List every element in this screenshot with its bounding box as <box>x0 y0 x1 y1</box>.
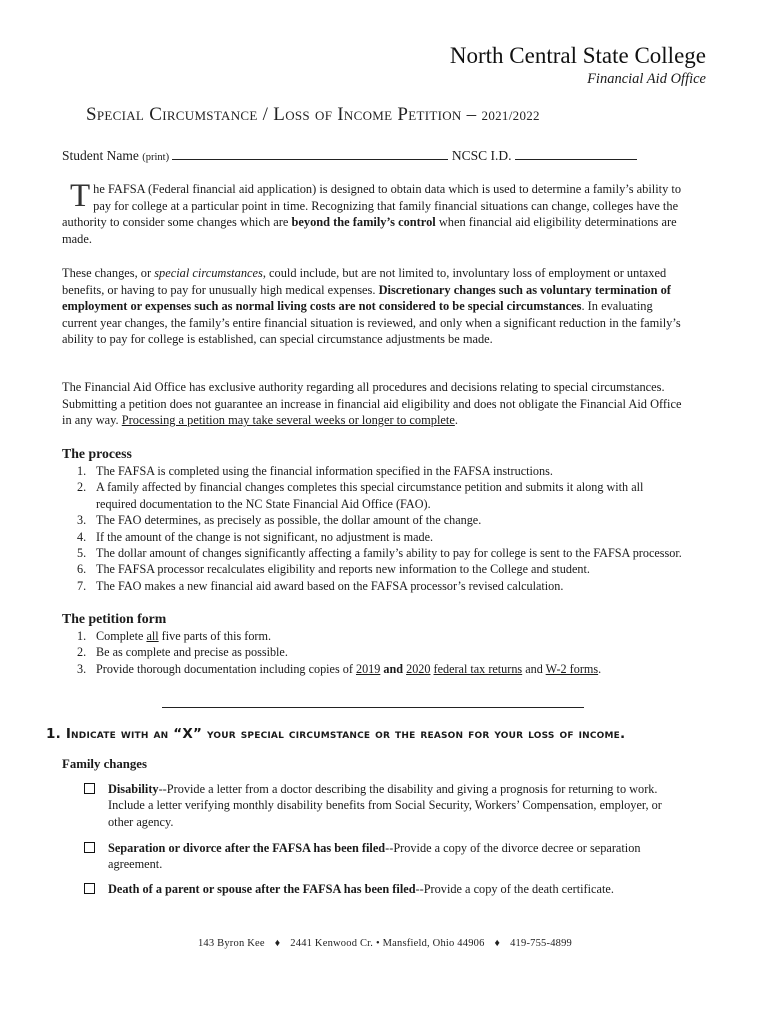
intro-p2-bold: Discretionary changes such as voluntary termination of employment or expenses such as normal living costs are not considered to be special circumstances <box>62 282 671 314</box>
step-text: Be as complete and precise as possible. <box>96 645 288 660</box>
federal-tax-returns: federal tax returns <box>433 661 523 676</box>
step-text: A family affected by financial changes completes this special circumstance petition and submits it along with all required documentation to the NC State Financial Aid Office (FAO). <box>96 480 644 511</box>
footer-phone: 419-755-4899 <box>510 938 573 949</box>
divider <box>162 707 584 708</box>
document-title <box>86 104 540 126</box>
option-separation-divorce <box>84 840 684 873</box>
list-item <box>77 545 686 561</box>
list-item <box>77 512 686 528</box>
step-text: If the amount of the change is not significant, no adjustment is made. <box>96 529 434 544</box>
step-number: 2. <box>77 480 87 495</box>
college-name: North Central State College <box>449 43 706 68</box>
student-info-line <box>62 148 637 164</box>
list-item <box>77 463 686 479</box>
footer-address-1: 143 Byron Kee <box>197 938 265 949</box>
option-label: Disability <box>108 782 159 796</box>
footer-address-2: 2441 Kenwood Cr. • Mansfield, Ohio 44906 <box>290 938 485 949</box>
intro-p3-period: . <box>454 413 458 428</box>
list-item <box>77 529 686 545</box>
option-death <box>84 881 684 897</box>
process-heading: The process <box>62 446 132 461</box>
and-text: and <box>522 661 546 676</box>
step-number: 2. <box>77 645 87 660</box>
step-number: 1. <box>77 629 87 643</box>
intro-paragraph-2 <box>62 265 684 348</box>
intro-paragraph-1 <box>62 178 684 247</box>
title-text: Special Circumstance / Loss of Income Petition – <box>86 104 482 125</box>
year-2019: 2019 <box>355 661 381 676</box>
step-text: The FAO makes a new financial aid award based on the FAFSA processor’s revised calculation. <box>96 578 564 593</box>
step-text: The dollar amount of changes significantly affecting a family’s ability to pay for college is sent to the FAFSA processor. <box>96 546 682 561</box>
list-item <box>77 578 686 594</box>
list-item <box>77 644 686 660</box>
w2-forms: W-2 forms <box>545 661 599 676</box>
student-name-field[interactable] <box>172 148 448 160</box>
step-number: 3. <box>77 513 87 528</box>
step-text: Complete <box>96 629 147 643</box>
petition-heading: The petition form <box>62 611 167 626</box>
step-number: 7. <box>77 578 87 593</box>
step-number: 6. <box>77 562 87 577</box>
option-label: Separation or divorce after the FAFSA has been filed <box>108 841 386 855</box>
ncsc-id-field[interactable] <box>515 148 637 160</box>
checkbox[interactable] <box>84 783 95 794</box>
title-year: 2021/2022 <box>481 108 540 123</box>
list-item <box>77 561 686 577</box>
step-text: The FAFSA processor recalculates eligibility and reports new information to the College and student. <box>96 562 590 577</box>
list-item <box>77 628 686 644</box>
ncsc-id-label: NCSC I.D. <box>451 148 512 163</box>
intro-p3-underlined: Processing a petition may take several weeks or longer to complete <box>121 413 455 428</box>
footer <box>0 938 770 949</box>
option-label: Death of a parent or spouse after the FAFSA has been filed <box>108 882 416 896</box>
diamond-icon: ♦ <box>274 938 281 949</box>
diamond-icon: ♦ <box>494 938 501 949</box>
step-text: The FAFSA is completed using the financial information specified in the FAFSA instructions. <box>96 464 553 478</box>
intro-p1-bold: beyond the family’s control <box>291 215 436 230</box>
intro-p2-text-end: . In evaluating current year changes, the family’s entire financial situation is reviewed, and only when a significant reduction in the family’s ability to pay for college is established, can special circumstance adjustments be made. <box>62 299 681 347</box>
intro-p1-text: he FAFSA (Federal financial aid application) is designed to obtain data which is used to determine a family’s ability to pay for college at a particular point in time. Recognizing that family financial situations can change, colleges have the authority to consider some changes which are <box>62 182 682 230</box>
student-name-label: Student Name <box>62 148 139 163</box>
office-name: Financial Aid Office <box>587 71 706 87</box>
intro-p2-text: These changes, or <box>62 266 155 280</box>
option-text: --Provide a copy of the death certificate. <box>415 882 614 896</box>
section-1-heading: 1. Indicate with an “X” your special circumstance or the reason for your loss of income. <box>46 726 626 742</box>
drop-cap: T <box>70 178 91 214</box>
step-number: 4. <box>77 529 87 544</box>
intro-paragraph-3 <box>62 379 684 429</box>
intro-p1-text-end: when financial aid eligibility determinations are made. <box>62 215 677 246</box>
step-text: Provide thorough documentation including copies of <box>96 661 356 676</box>
step-text: The FAO determines, as precisely as possible, the dollar amount of the change. <box>96 513 482 528</box>
letterhead <box>450 42 706 88</box>
process-steps-list <box>77 463 686 594</box>
petition-steps-list <box>77 628 686 677</box>
intro-p2-text-mid: , could include, but are not limited to, involuntary loss of employment or untaxed benefits, or having to pay for unusually high medical expenses. <box>62 266 667 297</box>
year-2020: 2020 <box>406 661 431 676</box>
option-disability <box>84 781 684 830</box>
period: . <box>598 661 602 676</box>
intro-p3-text: The Financial Aid Office has exclusive authority regarding all procedures and decisions relating to special circumstances. Submitting a petition does not guarantee an increase in financial aid eligibility and does not obligate the Financial Aid Office in any way. <box>62 380 682 428</box>
option-text: --Provide a letter from a doctor describing the disability and giving a prognosis for returning to work. Include a letter verifying monthly disability benefits from Social Security, Workers’ Compensation, employer, or other agency. <box>108 782 662 829</box>
print-label: (print) <box>142 152 170 163</box>
step-number: 1. <box>77 464 87 478</box>
list-item <box>77 661 686 677</box>
checkbox[interactable] <box>84 883 95 894</box>
bold-and: and <box>380 661 407 676</box>
family-changes-heading: Family changes <box>62 757 147 771</box>
intro-p2-italic: special circumstances <box>154 266 263 280</box>
step-number: 5. <box>77 546 87 561</box>
step-text-end: five parts of this form. <box>158 629 271 643</box>
step-underlined: all <box>146 629 159 643</box>
list-item <box>77 479 686 512</box>
step-number: 3. <box>77 661 87 676</box>
checkbox[interactable] <box>84 842 95 853</box>
option-text: --Provide a copy of the divorce decree or separation agreement. <box>108 841 641 872</box>
